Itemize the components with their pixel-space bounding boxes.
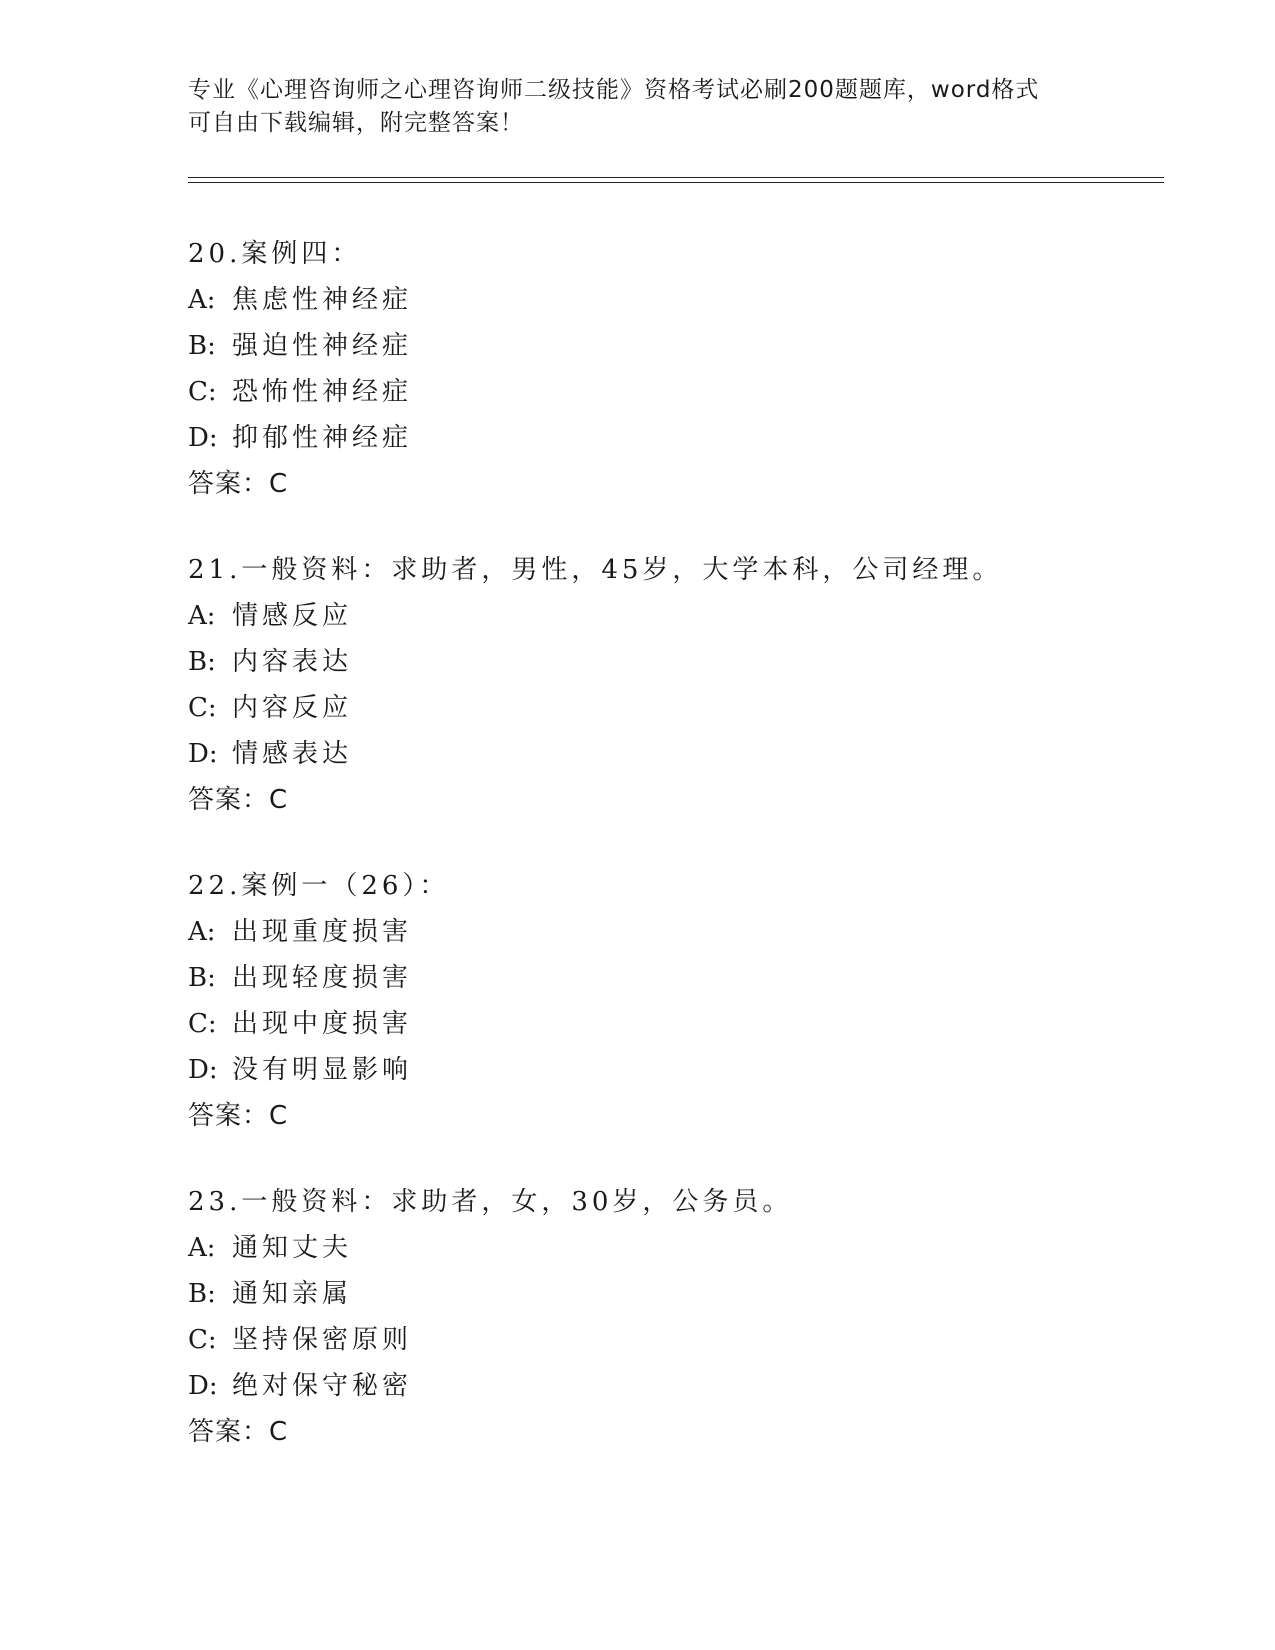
option-a	[188, 277, 1148, 323]
option-letter: D:	[188, 739, 218, 769]
option-letter: D:	[188, 1371, 218, 1401]
option-letter: C:	[188, 377, 217, 407]
option-b	[188, 1271, 1148, 1317]
answer-line: 答案：C	[188, 469, 289, 499]
option-letter: C:	[188, 693, 217, 723]
option-letter: B:	[188, 647, 216, 677]
option-text: 强迫性神经症	[232, 331, 413, 361]
option-b	[188, 323, 1148, 369]
option-letter: C:	[188, 1325, 217, 1355]
option-text: 情感表达	[232, 739, 353, 769]
question-stem: 20.案例四：	[188, 239, 362, 269]
option-letter: A:	[188, 601, 216, 631]
header-line-1: 专业《心理咨询师之心理咨询师二级技能》资格考试必刷200题题库，word格式	[188, 77, 1040, 103]
option-letter: B:	[188, 1279, 216, 1309]
header-divider-top	[188, 177, 1164, 178]
option-text: 坚持保密原则	[232, 1325, 413, 1355]
option-letter: D:	[188, 1055, 218, 1085]
question-23	[188, 1179, 1148, 1455]
option-a	[188, 1225, 1148, 1271]
option-text: 抑郁性神经症	[232, 423, 413, 453]
answer-line: 答案：C	[188, 1101, 289, 1131]
option-letter: B:	[188, 331, 216, 361]
option-text: 恐怖性神经症	[232, 377, 413, 407]
option-b	[188, 955, 1148, 1001]
option-text: 内容反应	[232, 693, 353, 723]
header-line-2: 可自由下载编辑，附完整答案！	[188, 110, 524, 136]
option-d	[188, 415, 1148, 461]
option-letter: A:	[188, 285, 216, 315]
option-d	[188, 731, 1148, 777]
option-d	[188, 1363, 1148, 1409]
option-text: 内容表达	[232, 647, 353, 677]
option-c	[188, 1001, 1148, 1047]
question-22	[188, 863, 1148, 1139]
option-text: 通知丈夫	[232, 1233, 353, 1263]
option-b	[188, 639, 1148, 685]
option-text: 出现重度损害	[232, 917, 413, 947]
option-d	[188, 1047, 1148, 1093]
header-divider-bottom	[188, 182, 1164, 183]
question-stem: 22.案例一（26）：	[188, 871, 450, 901]
option-letter: D:	[188, 423, 218, 453]
question-21	[188, 547, 1148, 823]
option-c	[188, 685, 1148, 731]
question-stem: 23.一般资料：求助者，女，30岁，公务员。	[188, 1187, 793, 1217]
option-c	[188, 369, 1148, 415]
option-text: 情感反应	[232, 601, 353, 631]
option-a	[188, 593, 1148, 639]
option-letter: B:	[188, 963, 216, 993]
option-letter: A:	[188, 1233, 216, 1263]
document-header	[188, 74, 1088, 140]
option-a	[188, 909, 1148, 955]
answer-line: 答案：C	[188, 785, 289, 815]
option-c	[188, 1317, 1148, 1363]
option-letter: A:	[188, 917, 216, 947]
answer-line: 答案：C	[188, 1417, 289, 1447]
option-text: 绝对保守秘密	[232, 1371, 413, 1401]
option-letter: C:	[188, 1009, 217, 1039]
question-20	[188, 231, 1148, 507]
option-text: 出现轻度损害	[232, 963, 413, 993]
option-text: 没有明显影响	[232, 1055, 413, 1085]
option-text: 焦虑性神经症	[232, 285, 413, 315]
question-stem: 21.一般资料：求助者，男性，45岁，大学本科，公司经理。	[188, 555, 1003, 585]
option-text: 通知亲属	[232, 1279, 353, 1309]
option-text: 出现中度损害	[232, 1009, 413, 1039]
